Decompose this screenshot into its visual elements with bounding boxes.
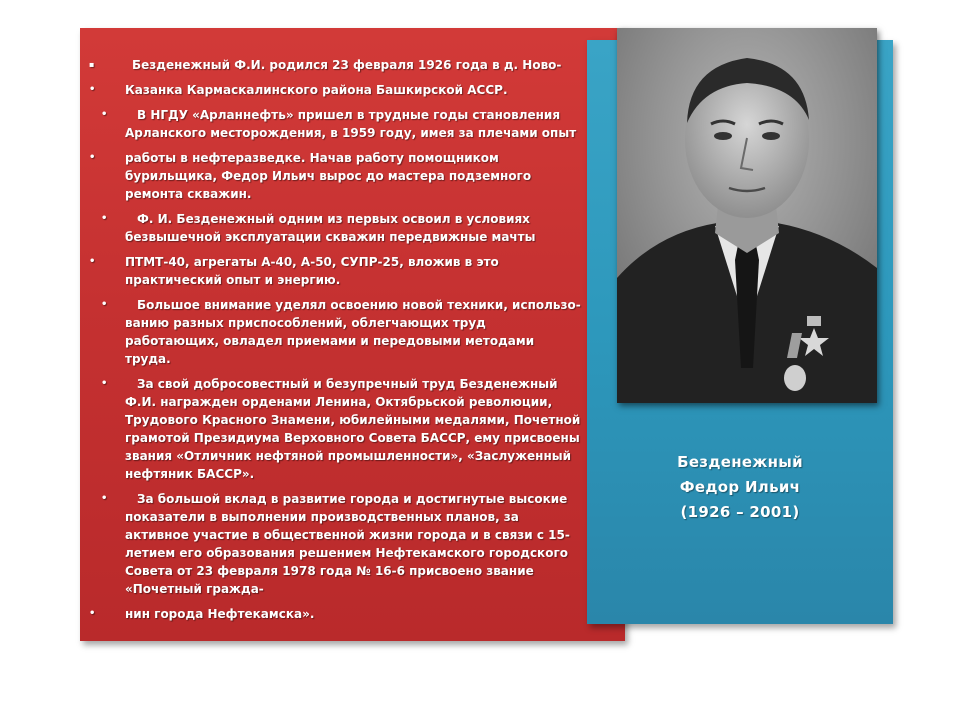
caption-surname: Безденежный [677,453,803,471]
portrait-illustration [617,28,877,403]
portrait-caption [587,450,893,525]
biography-item: • ПТМТ-40, агрегаты А-40, А-50, СУПР-25, вложив в это практический опыт и энергию. [80,253,625,289]
biography-item: ▪ Безденежный Ф.И. родился 23 февраля 1926 года в д. Ново- [80,56,625,74]
biography-item: • В НГДУ «Арланнефть» пришел в трудные годы становления Арланского месторождения, в 1959 году, имея за плечами опыт [80,106,625,142]
biography-panel [80,28,625,641]
biography-item: • Ф. И. Безденежный одним из первых освоил в условиях безвышечной эксплуатации скважин передвижные мачты [80,210,625,246]
caption-years: (1926 – 2001) [680,503,800,521]
biography-list [80,56,625,630]
biography-item: • Казанка Кармаскалинского района Башкирской АССР. [80,81,625,99]
caption-name: Федор Ильич [679,478,801,496]
portrait-photo [617,28,877,403]
biography-item: • нин города Нефтекамска». [80,605,625,623]
biography-item: • работы в нефтеразведке. Начав работу помощником бурильщика, Федор Ильич вырос до мастера подземного ремонта скважин. [80,149,625,203]
biography-item: • Большое внимание уделял освоению новой техники, использо-ванию разных приспособлений, облегчающих труд работающих, овладел приемами и передовыми методами труда. [80,296,625,368]
biography-item: • За свой добросовестный и безупречный труд Безденежный Ф.И. награжден орденами Ленина, Октябрьской революции, Трудового Красного Знамени, юбилейными медалями, Почетной грамотой Президиума Верховного Совета БАССР, ему присвоены звания «Отличник нефтяной промышленности», «Заслуженный нефтяник БАССР». [80,375,625,483]
biography-item: • За большой вклад в развитие города и достигнутые высокие показатели в выполнении производственных планов, за активное участие в общественной жизни города и в связи с 15-летием его образования решением Нефтекамского городского Совета от 23 февраля 1978 года № 16-6 присвоено звание «Почетный гражда- [80,490,625,598]
